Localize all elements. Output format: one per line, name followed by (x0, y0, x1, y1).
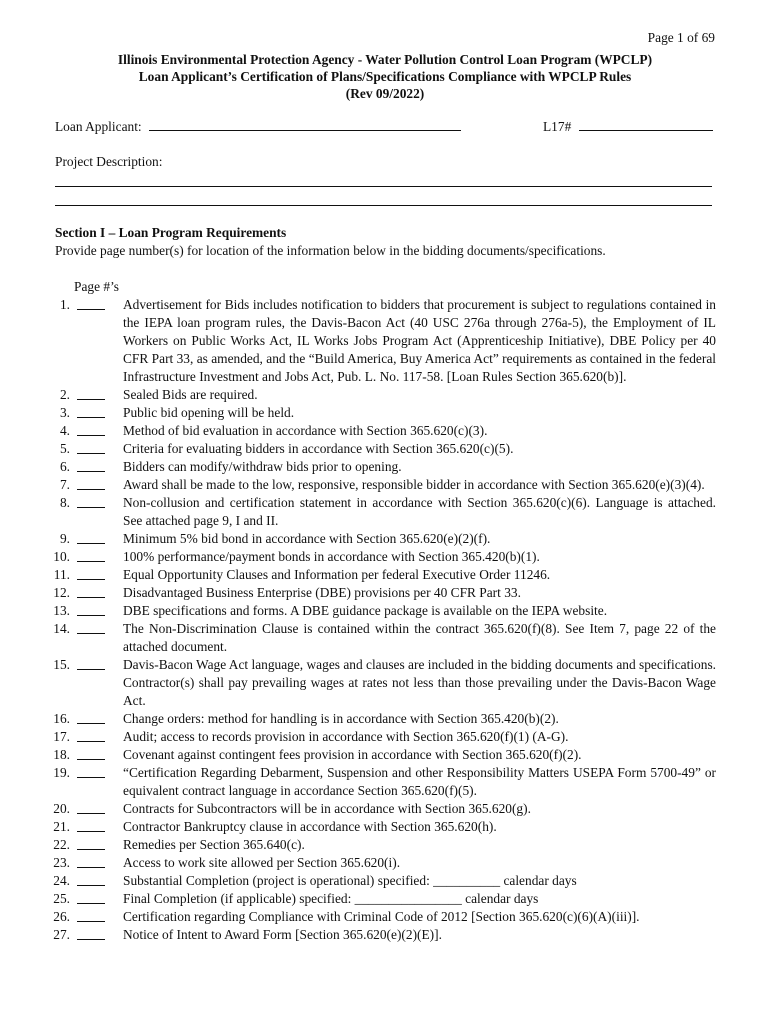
item-text: Advertisement for Bids includes notification to bidders that procurement is subject to regulations contained in the IEPA loan program rules, the Davis-Bacon Act (40 USC 276a through 276a-5), the Employment of IL Workers on Public Works Act, IL Works Jobs Program Act (Apprenticeship Initiative), DBE Policy per 40 CFR Part 33, as amended, and the “Build America, Buy America Act” requirements as contained in the federal Infrastructure Investment and Jobs Act, Pub. L. No. 117-58. [Loan Rules Section 365.620(b)]. (123, 297, 716, 384)
page-number-blank[interactable] (77, 633, 105, 634)
page-number-blank[interactable] (77, 417, 105, 418)
requirement-item (50, 620, 716, 656)
page-number-blank[interactable] (77, 849, 105, 850)
requirement-item (50, 530, 716, 548)
requirement-item (50, 818, 716, 836)
page-number-blank[interactable] (77, 615, 105, 616)
page-number-blank[interactable] (77, 543, 105, 544)
item-number: 22. (53, 837, 70, 852)
requirement-item (50, 386, 716, 404)
item-text: Method of bid evaluation in accordance with Section 365.620(c)(3). (123, 423, 488, 438)
document-header (0, 51, 770, 102)
item-text: Non-collusion and certification statement in accordance with Section 365.620(c)(6). Language is attached. See attached page 9, I and II. (123, 495, 716, 528)
item-text: Contractor Bankruptcy clause in accordance with Section 365.620(h). (123, 819, 497, 834)
page-number-blank[interactable] (77, 777, 105, 778)
requirement-item (50, 494, 716, 530)
loan-applicant-row (55, 118, 461, 135)
item-text: Criteria for evaluating bidders in accordance with Section 365.620(c)(5). (123, 441, 514, 456)
item-number: 1. (59, 297, 70, 312)
item-number: 23. (53, 855, 70, 870)
requirement-item (50, 458, 716, 476)
requirements-list (50, 296, 716, 944)
item-number: 25. (53, 891, 70, 906)
page-number-blank[interactable] (77, 867, 105, 868)
item-text: The Non-Discrimination Clause is contained within the contract 365.620(f)(8). See Item 7, page 22 of the attached document. (123, 621, 716, 654)
header-form-title: Loan Applicant’s Certification of Plans/Specifications Compliance with WPCLP Rules (138, 69, 632, 84)
requirement-item (50, 926, 716, 944)
item-text: Certification regarding Compliance with Criminal Code of 2012 [Section 365.620(c)(6)(A)(iii)]. (123, 909, 640, 924)
loan-applicant-field[interactable] (149, 118, 461, 131)
item-text: Bidders can modify/withdraw bids prior to opening. (123, 459, 402, 474)
requirement-item (50, 404, 716, 422)
item-number: 4. (59, 423, 70, 438)
requirement-item (50, 710, 716, 728)
requirement-item (50, 548, 716, 566)
requirement-item (50, 872, 716, 890)
item-number: 20. (53, 801, 70, 816)
item-number: 9. (59, 531, 70, 546)
item-text: Award shall be made to the low, responsive, responsible bidder in accordance with Section 365.620(e)(3)(4). (123, 477, 705, 492)
item-text: Change orders: method for handling is in accordance with Section 365.420(b)(2). (123, 711, 559, 726)
item-text: Davis-Bacon Wage Act language, wages and clauses are included in the bidding documents and specifications. Contractor(s) shall pay prevailing wages at rates not less than those prevailing under the Davis-Bacon Wage Act. (123, 657, 716, 708)
item-number: 3. (59, 405, 70, 420)
item-text: “Certification Regarding Debarment, Suspension and other Responsibility Matters USEPA Form 5700-49” or equivalent contract language in accordance Section 365.620(f)(5). (123, 765, 716, 798)
item-number: 16. (53, 711, 70, 726)
requirement-item (50, 422, 716, 440)
page-number-blank[interactable] (77, 885, 105, 886)
requirement-item (50, 440, 716, 458)
page-number-blank[interactable] (77, 453, 105, 454)
item-text: Audit; access to records provision in accordance with Section 365.620(f)(1) (A-G). (123, 729, 569, 744)
item-text: Covenant against contingent fees provision in accordance with Section 365.620(f)(2). (123, 747, 582, 762)
page-number-blank[interactable] (77, 669, 105, 670)
item-text: Public bid opening will be held. (123, 405, 295, 420)
requirement-item (50, 584, 716, 602)
item-text: Substantial Completion (project is operational) specified: __________ calendar days (123, 873, 577, 888)
item-text: Equal Opportunity Clauses and Information per federal Executive Order 11246. (123, 567, 551, 582)
item-number: 17. (53, 729, 70, 744)
item-text: Final Completion (if applicable) specified: ________________ calendar days (123, 891, 539, 906)
page-number-blank[interactable] (77, 435, 105, 436)
requirement-item (50, 566, 716, 584)
requirement-item (50, 746, 716, 764)
item-number: 6. (59, 459, 70, 474)
item-number: 15. (53, 657, 70, 672)
item-text: Contracts for Subcontractors will be in accordance with Section 365.620(g). (123, 801, 531, 816)
item-number: 26. (53, 909, 70, 924)
requirement-item (50, 800, 716, 818)
item-number: 8. (59, 495, 70, 510)
header-revision: (Rev 09/2022) (345, 86, 425, 101)
requirement-item (50, 764, 716, 800)
item-text: Disadvantaged Business Enterprise (DBE) provisions per 40 CFR Part 33. (123, 585, 521, 600)
l17-label: L17# (543, 119, 572, 134)
header-agency-program: Illinois Environmental Protection Agency - Water Pollution Control Loan Program (WPCLP) (117, 52, 653, 67)
item-text: Remedies per Section 365.640(c). (123, 837, 305, 852)
requirement-item (50, 890, 716, 908)
item-number: 12. (53, 585, 70, 600)
page-number-blank[interactable] (77, 471, 105, 472)
page-number-blank[interactable] (77, 399, 105, 400)
requirement-item (50, 854, 716, 872)
item-number: 10. (53, 549, 70, 564)
page-number-blank[interactable] (77, 597, 105, 598)
page-number-blank[interactable] (77, 939, 105, 940)
page-number-blank[interactable] (77, 741, 105, 742)
page-number-blank[interactable] (77, 903, 105, 904)
item-text: Minimum 5% bid bond in accordance with Section 365.620(e)(2)(f). (123, 531, 491, 546)
project-description-line-1[interactable] (55, 186, 712, 187)
page-number-blank[interactable] (77, 561, 105, 562)
item-number: 5. (59, 441, 70, 456)
section-title: Section I – Loan Program Requirements (55, 225, 287, 240)
item-text: DBE specifications and forms. A DBE guidance package is available on the IEPA website. (123, 603, 608, 618)
item-number: 2. (59, 387, 70, 402)
item-number: 18. (53, 747, 70, 762)
item-text: 100% performance/payment bonds in accordance with Section 365.420(b)(1). (123, 549, 540, 564)
item-number: 27. (53, 927, 70, 942)
requirement-item (50, 656, 716, 710)
page-number-blank[interactable] (77, 813, 105, 814)
requirement-item (50, 296, 716, 386)
page-number-blank[interactable] (77, 921, 105, 922)
requirement-item (50, 728, 716, 746)
loan-applicant-label: Loan Applicant: (55, 119, 142, 134)
l17-field[interactable] (579, 118, 713, 131)
requirement-item (50, 476, 716, 494)
section-instruction: Provide page number(s) for location of the information below in the bidding documents/specifications. (55, 243, 606, 258)
page-number-blank[interactable] (77, 723, 105, 724)
item-text: Access to work site allowed per Section 365.620(i). (123, 855, 401, 870)
l17-row (543, 118, 713, 135)
item-number: 24. (53, 873, 70, 888)
item-number: 14. (53, 621, 70, 636)
project-description-label: Project Description: (55, 154, 163, 169)
requirement-item (50, 908, 716, 926)
item-text: Sealed Bids are required. (123, 387, 258, 402)
page-number-blank[interactable] (77, 489, 105, 490)
page-number-blank[interactable] (77, 309, 105, 310)
page-number-blank[interactable] (77, 507, 105, 508)
project-description-line-2[interactable] (55, 205, 712, 206)
page-number-blank[interactable] (77, 579, 105, 580)
requirement-item (50, 836, 716, 854)
page-column-header: Page #’s (74, 279, 120, 294)
item-number: 13. (53, 603, 70, 618)
item-number: 11. (53, 567, 70, 582)
page-number-blank[interactable] (77, 831, 105, 832)
page-number-blank[interactable] (77, 759, 105, 760)
item-number: 7. (59, 477, 70, 492)
item-text: Notice of Intent to Award Form [Section 365.620(e)(2)(E)]. (123, 927, 442, 942)
item-number: 21. (53, 819, 70, 834)
requirement-item (50, 602, 716, 620)
page-number: Page 1 of 69 (647, 30, 715, 45)
item-number: 19. (53, 765, 70, 780)
